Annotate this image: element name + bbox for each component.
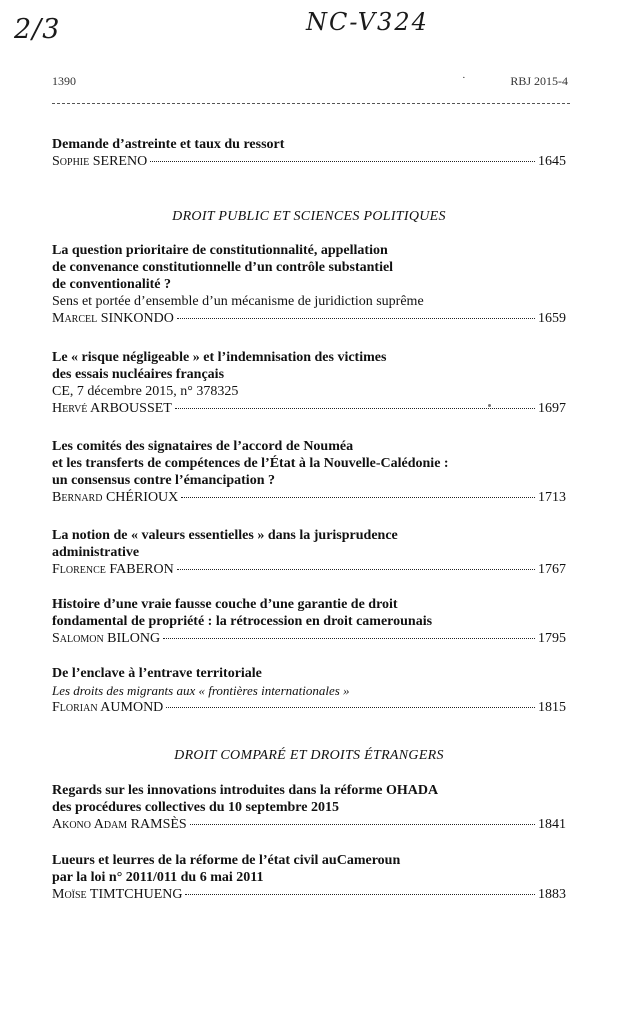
entry-author: Florian AUMOND — [52, 700, 164, 715]
entry-author: Marcel SINKONDO — [52, 311, 174, 326]
dot-leader — [190, 824, 535, 825]
entry-title-line: de convenance constitutionnelle d’un contrôle substantiel — [52, 260, 394, 275]
entry-title-line: des essais nucléaires français — [52, 367, 225, 382]
author-row — [52, 310, 566, 327]
entry-page: 1883 — [538, 887, 566, 902]
entry-subtitle: Sens et portée d’ensemble d’un mécanisme de juridiction suprême — [52, 294, 424, 309]
scan-speck — [488, 404, 491, 407]
entry-subtitle-italic: Les droits des migrants aux « frontières internationales » — [52, 683, 350, 698]
entry-page: 1659 — [538, 311, 566, 326]
toc-entry — [52, 438, 566, 506]
entry-title-line: par la loi n° 2011/011 du 6 mai 2011 — [52, 870, 264, 885]
author-row — [52, 153, 566, 170]
entry-title: Demande d’astreinte et taux du ressort — [52, 137, 285, 152]
section-heading-comparative-law: DROIT COMPARÉ ET DROITS ÉTRANGERS — [174, 748, 444, 763]
entry-page: 1841 — [538, 817, 566, 832]
handwritten-page-note: 2/3 — [14, 14, 61, 45]
toc-entry — [52, 242, 566, 327]
entry-page: 1815 — [538, 700, 566, 715]
toc-entry — [52, 527, 566, 578]
entry-author: Hervé ARBOUSSET — [52, 401, 172, 416]
entry-author: Akono Adam RAMSÈS — [52, 817, 187, 832]
entry-title-line: administrative — [52, 545, 140, 560]
entry-title-line: Les comités des signataires de l’accord de Nouméa — [52, 439, 354, 454]
entry-author: Florence FABERON — [52, 562, 174, 577]
author-row — [52, 400, 566, 417]
entry-page: 1645 — [538, 154, 566, 169]
header-dot: · — [462, 72, 466, 84]
toc-entry — [52, 665, 566, 716]
entry-page: 1697 — [538, 401, 566, 416]
author-row — [52, 886, 566, 903]
entry-title-line: Le « risque négligeable » et l’indemnisation des victimes — [52, 350, 387, 365]
entry-title-line: et les transferts de compétences de l’État à la Nouvelle-Calédonie : — [52, 456, 449, 471]
dot-leader — [185, 894, 535, 895]
entry-title-line: De l’enclave à l’entrave territoriale — [52, 666, 262, 681]
running-header — [52, 74, 568, 90]
toc-entry — [52, 596, 566, 647]
dot-leader — [163, 638, 535, 639]
author-row — [52, 561, 566, 578]
entry-title-line: des procédures collectives du 10 septembre 2015 — [52, 800, 339, 815]
dot-leader — [150, 161, 535, 162]
dot-leader — [166, 707, 535, 708]
author-row — [52, 699, 566, 716]
dot-leader — [175, 408, 535, 409]
journal-reference: RBJ 2015-4 — [510, 74, 568, 88]
entry-subtitle: CE, 7 décembre 2015, n° 378325 — [52, 384, 239, 399]
entry-title-line: fondamental de propriété : la rétrocession en droit camerounais — [52, 614, 433, 629]
entry-page: 1767 — [538, 562, 566, 577]
entry-page: 1795 — [538, 631, 566, 646]
dot-leader — [181, 497, 535, 498]
author-row — [52, 816, 566, 833]
entry-author: Bernard CHÉRIOUX — [52, 490, 179, 505]
entry-author: Sophie SERENO — [52, 154, 148, 169]
author-row — [52, 489, 566, 506]
entry-page: 1713 — [538, 490, 566, 505]
entry-title-line: Regards sur les innovations introduites dans la réforme OHADA — [52, 783, 439, 798]
header-rule — [52, 103, 570, 104]
entry-title-line: La question prioritaire de constitutionnalité, appellation — [52, 243, 388, 258]
toc-entry — [52, 782, 566, 833]
toc-entry — [52, 852, 566, 903]
section-heading-public-law: DROIT PUBLIC ET SCIENCES POLITIQUES — [172, 209, 446, 224]
page-number: 1390 — [52, 74, 76, 88]
dot-leader — [177, 318, 535, 319]
entry-title-line: un consensus contre l’émancipation ? — [52, 473, 275, 488]
entry-title-line: Histoire d’une vraie fausse couche d’une garantie de droit — [52, 597, 398, 612]
author-row — [52, 630, 566, 647]
dot-leader — [177, 569, 535, 570]
entry-author: Salomon BILONG — [52, 631, 161, 646]
handwritten-reference-note: NC-V324 — [306, 8, 429, 36]
entry-author: Moïse TIMTCHUENG — [52, 887, 183, 902]
entry-title-line: Lueurs et leurres de la réforme de l’état civil auCameroun — [52, 853, 401, 868]
entry-title-line: de conventionalité ? — [52, 277, 171, 292]
toc-entry — [52, 136, 566, 170]
entry-title-line: La notion de « valeurs essentielles » dans la jurisprudence — [52, 528, 398, 543]
